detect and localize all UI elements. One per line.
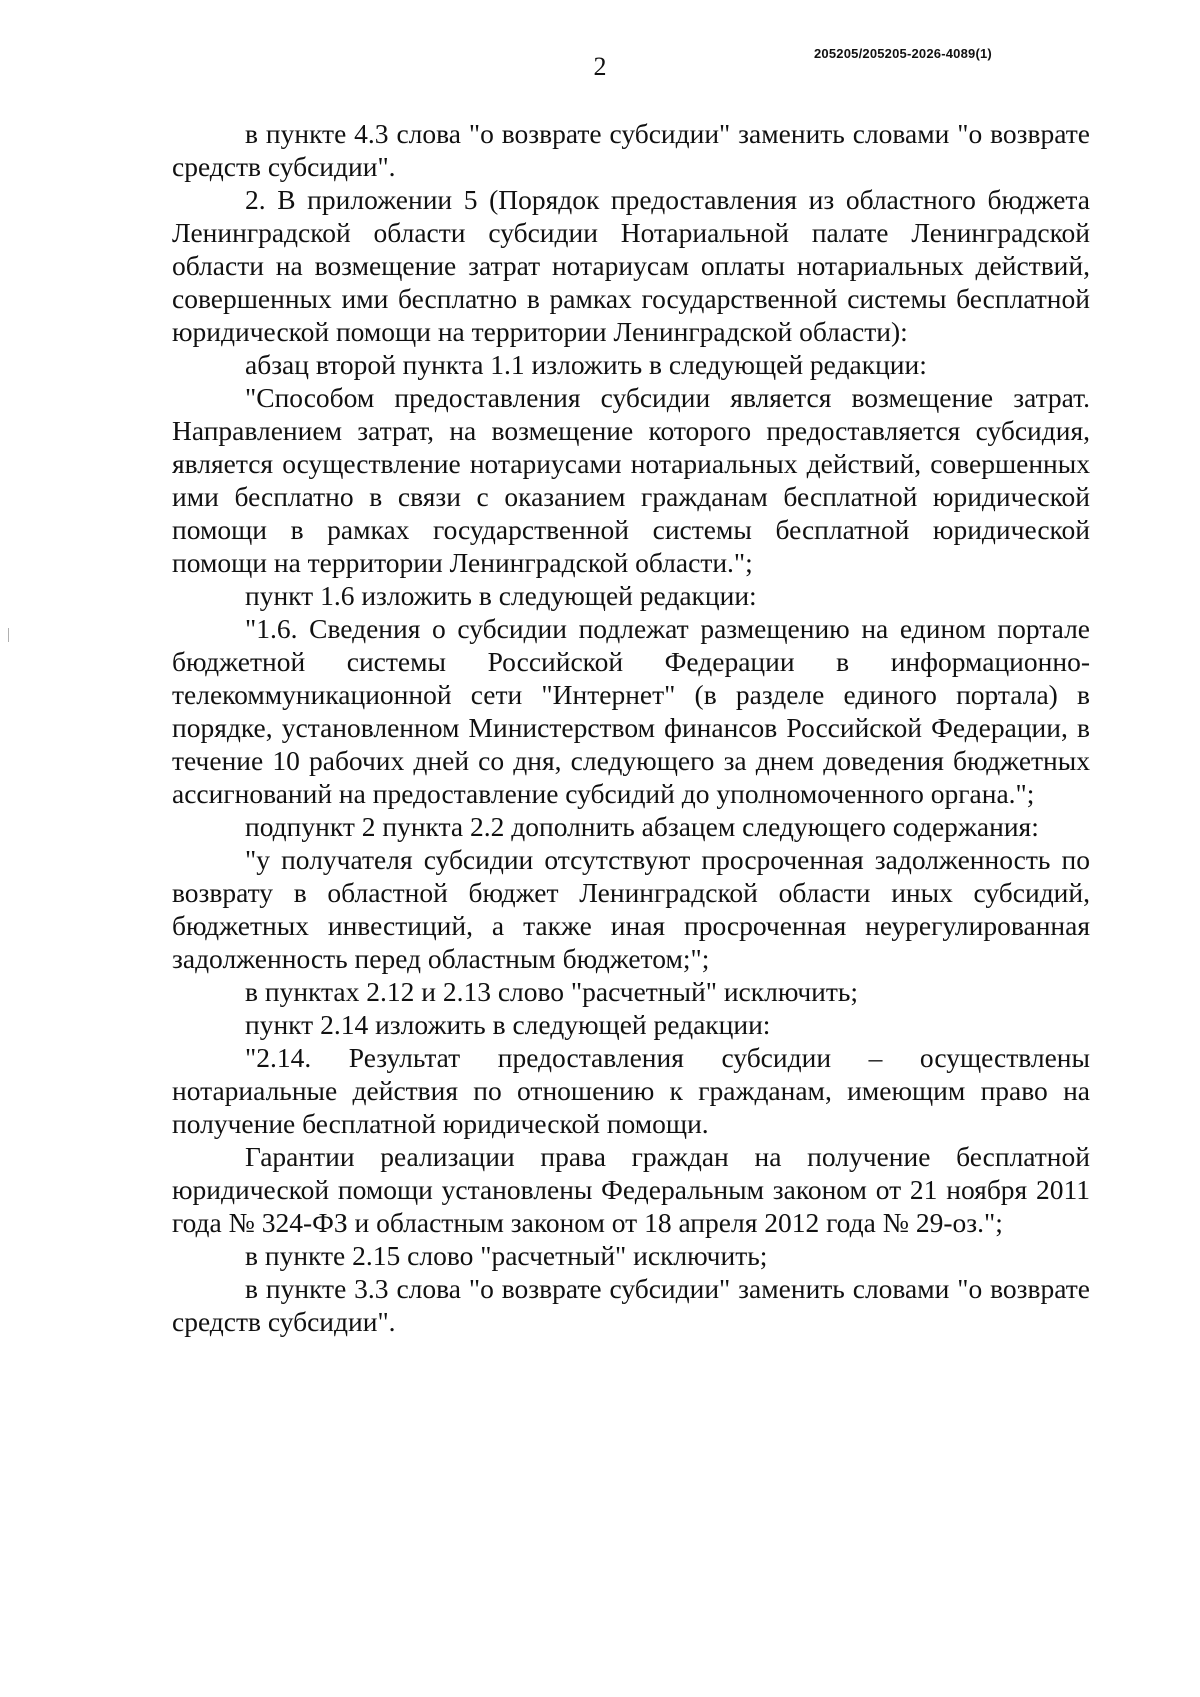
- paragraph: подпункт 2 пункта 2.2 дополнить абзацем следующего содержания:: [245, 811, 1039, 842]
- paragraph: абзац второй пункта 1.1 изложить в следующей редакции:: [245, 349, 927, 380]
- paragraph: в пункте 3.3 слова "о возврате субсидии" заменить словами "о возврате средств субсидии".: [172, 1273, 1090, 1337]
- document-registration-number: 205205/205205-2026-4089(1): [814, 46, 992, 61]
- paragraph: "Способом предоставления субсидии является возмещение затрат. Направлением затрат, на возмещение которого предоставляется субсидия, является осуществление нотариусами нотариальных действий, совершенных ими бесплатно в связи с оказанием гражданам бесплатной юридической помощи в рамках государственной системы бесплатной юридической помощи на территории Ленинградской области.";: [172, 382, 1090, 578]
- paragraph: пункт 2.14 изложить в следующей редакции:: [245, 1009, 771, 1040]
- paragraph: в пункте 2.15 слово "расчетный" исключить;: [245, 1240, 768, 1271]
- paragraph: в пункте 4.3 слова "о возврате субсидии" заменить словами "о возврате средств субсидии".: [172, 118, 1090, 182]
- paragraph: "2.14. Результат предоставления субсидии – осуществлены нотариальные действия по отношению к гражданам, имеющим право на получение бесплатной юридической помощи.: [172, 1042, 1090, 1139]
- document-body: [172, 117, 1090, 1338]
- paragraph: "у получателя субсидии отсутствуют просроченная задолженность по возврату в областной бюджет Ленинградской области иных субсидий, бюджетных инвестиций, а также иная просроченная неурегулированная задолженность перед областным бюджетом;";: [172, 844, 1090, 974]
- margin-mark: [8, 628, 9, 642]
- paragraph: Гарантии реализации права граждан на получение бесплатной юридической помощи установлены Федеральным законом от 21 ноября 2011 года № 324-ФЗ и областным законом от 18 апреля 2012 года № 29-оз.";: [172, 1141, 1090, 1238]
- paragraph: "1.6. Сведения о субсидии подлежат размещению на едином портале бюджетной системы Российской Федерации в информационно-телекоммуникационной сети "Интернет" (в разделе единого портала) в порядке, установленном Министерством финансов Российской Федерации, в течение 10 рабочих дней со дня, следующего за днем доведения бюджетных ассигнований на предоставление субсидий до уполномоченного органа.";: [172, 613, 1090, 809]
- page-number: 2: [593, 52, 607, 81]
- paragraph: пункт 1.6 изложить в следующей редакции:: [245, 580, 757, 611]
- paragraph: в пунктах 2.12 и 2.13 слово "расчетный" исключить;: [245, 976, 859, 1007]
- paragraph: 2. В приложении 5 (Порядок предоставления из областного бюджета Ленинградской области субсидии Нотариальной палате Ленинградской области на возмещение затрат нотариусам оплаты нотариальных действий, совершенных ими бесплатно в рамках государственной системы бесплатной юридической помощи на территории Ленинградской области):: [172, 184, 1090, 347]
